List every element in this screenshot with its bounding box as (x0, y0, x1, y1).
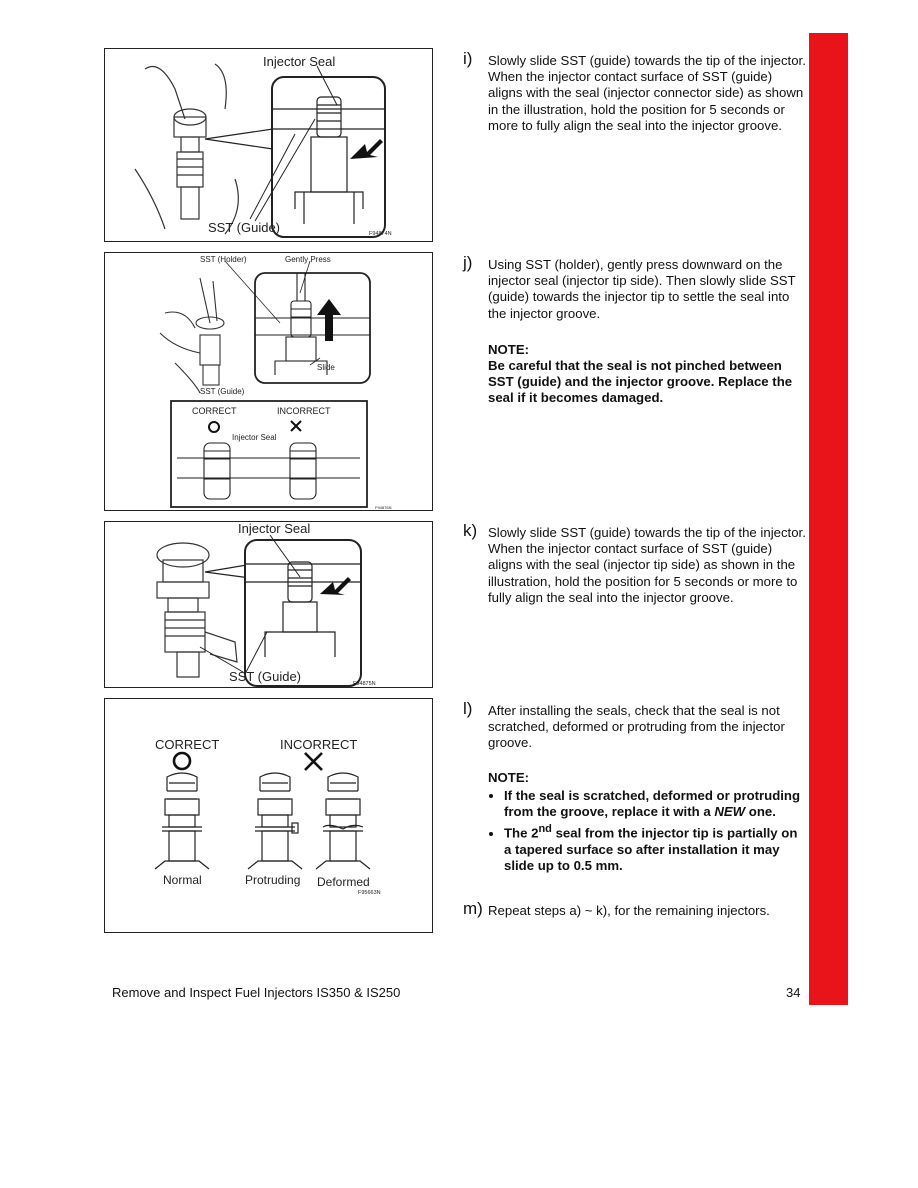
step-text: After installing the seals, check that the seal is not scratched, deformed or protruding from the injector groove. (488, 703, 785, 751)
figure-code: F94876N (375, 505, 392, 510)
label-sst-guide: SST (Guide) (208, 220, 281, 235)
correct-circle-icon (174, 753, 190, 769)
label-injector-seal: Injector Seal (238, 522, 311, 536)
figure-code: F95663N (358, 890, 381, 896)
note-superscript: nd (538, 823, 552, 836)
label-normal: Normal (163, 873, 202, 887)
note-item (504, 788, 808, 820)
step-text: Using SST (holder), gently press downward on the injector seal (injector tip side). Then slowly slide SST (guide) towards the injector tip to settle the seal into the injector groove. (488, 257, 796, 321)
detail-callout (255, 273, 370, 383)
label-sst-guide: SST (Guide) (200, 387, 245, 396)
label-incorrect: INCORRECT (277, 406, 331, 416)
label-protruding: Protruding (245, 873, 301, 887)
step-label: k) (463, 521, 478, 540)
step-l (463, 699, 808, 875)
note-heading: NOTE: (488, 769, 530, 785)
label-sst-guide: SST (Guide) (229, 669, 302, 684)
incorrect-cross-icon (305, 753, 322, 770)
page-number: 34 (786, 985, 801, 1000)
label-slide: Slide (317, 363, 335, 372)
step-text: Slowly slide SST (guide) towards the tip of the injector. When the injector contact surface of SST (guide) aligns with the seal (injector tip side) as shown in the illustration, hold the position for 5 seconds or more to fully align the seal into the injector groove. (488, 525, 806, 605)
label-injector-seal: Injector Seal (232, 433, 277, 442)
figure-code: F94875N (353, 681, 376, 687)
note-text: The 2 (504, 825, 539, 841)
step-i (463, 49, 808, 134)
note-text: If the seal is scratched, deformed or protruding from the groove, replace it with a (504, 787, 801, 820)
figure-code: F94874N (369, 231, 392, 237)
figure-injector-seal-connector-side (104, 48, 433, 242)
figure-4-illustration (105, 699, 433, 933)
footer-title: Remove and Inspect Fuel Injectors IS350 & IS250 (112, 985, 401, 1000)
label-gently-press: Gently Press (285, 255, 331, 264)
label-injector-seal: Injector Seal (263, 54, 336, 69)
figure-injector-seal-tip-side (104, 521, 433, 688)
figure-3-illustration (105, 522, 433, 688)
figure-1-illustration (105, 49, 433, 242)
figure-2-illustration (105, 253, 433, 511)
step-m (463, 899, 808, 919)
correct-incorrect-inset (171, 401, 367, 507)
step-j (463, 253, 808, 407)
label-deformed: Deformed (317, 875, 370, 889)
step-label: m) (463, 899, 483, 918)
callout-pointer (205, 129, 273, 149)
note-list (488, 788, 808, 874)
step-label: j) (463, 253, 473, 272)
note-heading: NOTE: (488, 341, 530, 357)
step-text: Repeat steps a) ~ k), for the remaining injectors. (488, 903, 770, 918)
label-sst-holder: SST (Holder) (200, 255, 247, 264)
step-text: Slowly slide SST (guide) towards the tip of the injector. When the injector contact surface of SST (guide) aligns with the seal (injector connector side) as shown in the illustration, hold the position for 5 seconds or more to fully align the seal into the injector groove. (488, 53, 806, 133)
label-correct: CORRECT (192, 406, 237, 416)
accent-bar (809, 33, 848, 1005)
label-incorrect: INCORRECT (280, 737, 358, 752)
step-k (463, 521, 808, 606)
note-item (504, 821, 808, 874)
figure-seal-inspection (104, 698, 433, 933)
figure-gently-press (104, 252, 433, 511)
note-body: Be careful that the seal is not pinched between SST (guide) and the injector groove. Replace the seal if it becomes damaged. (488, 358, 793, 406)
note-text: seal from the injector tip is partially on a tapered surface so after installation it may slide up to 0.5 mm. (504, 825, 798, 874)
label-correct: CORRECT (155, 737, 220, 752)
note-emphasis: NEW (714, 804, 746, 820)
note-text: one. (748, 804, 776, 820)
step-label: l) (463, 699, 473, 718)
step-label: i) (463, 49, 473, 68)
